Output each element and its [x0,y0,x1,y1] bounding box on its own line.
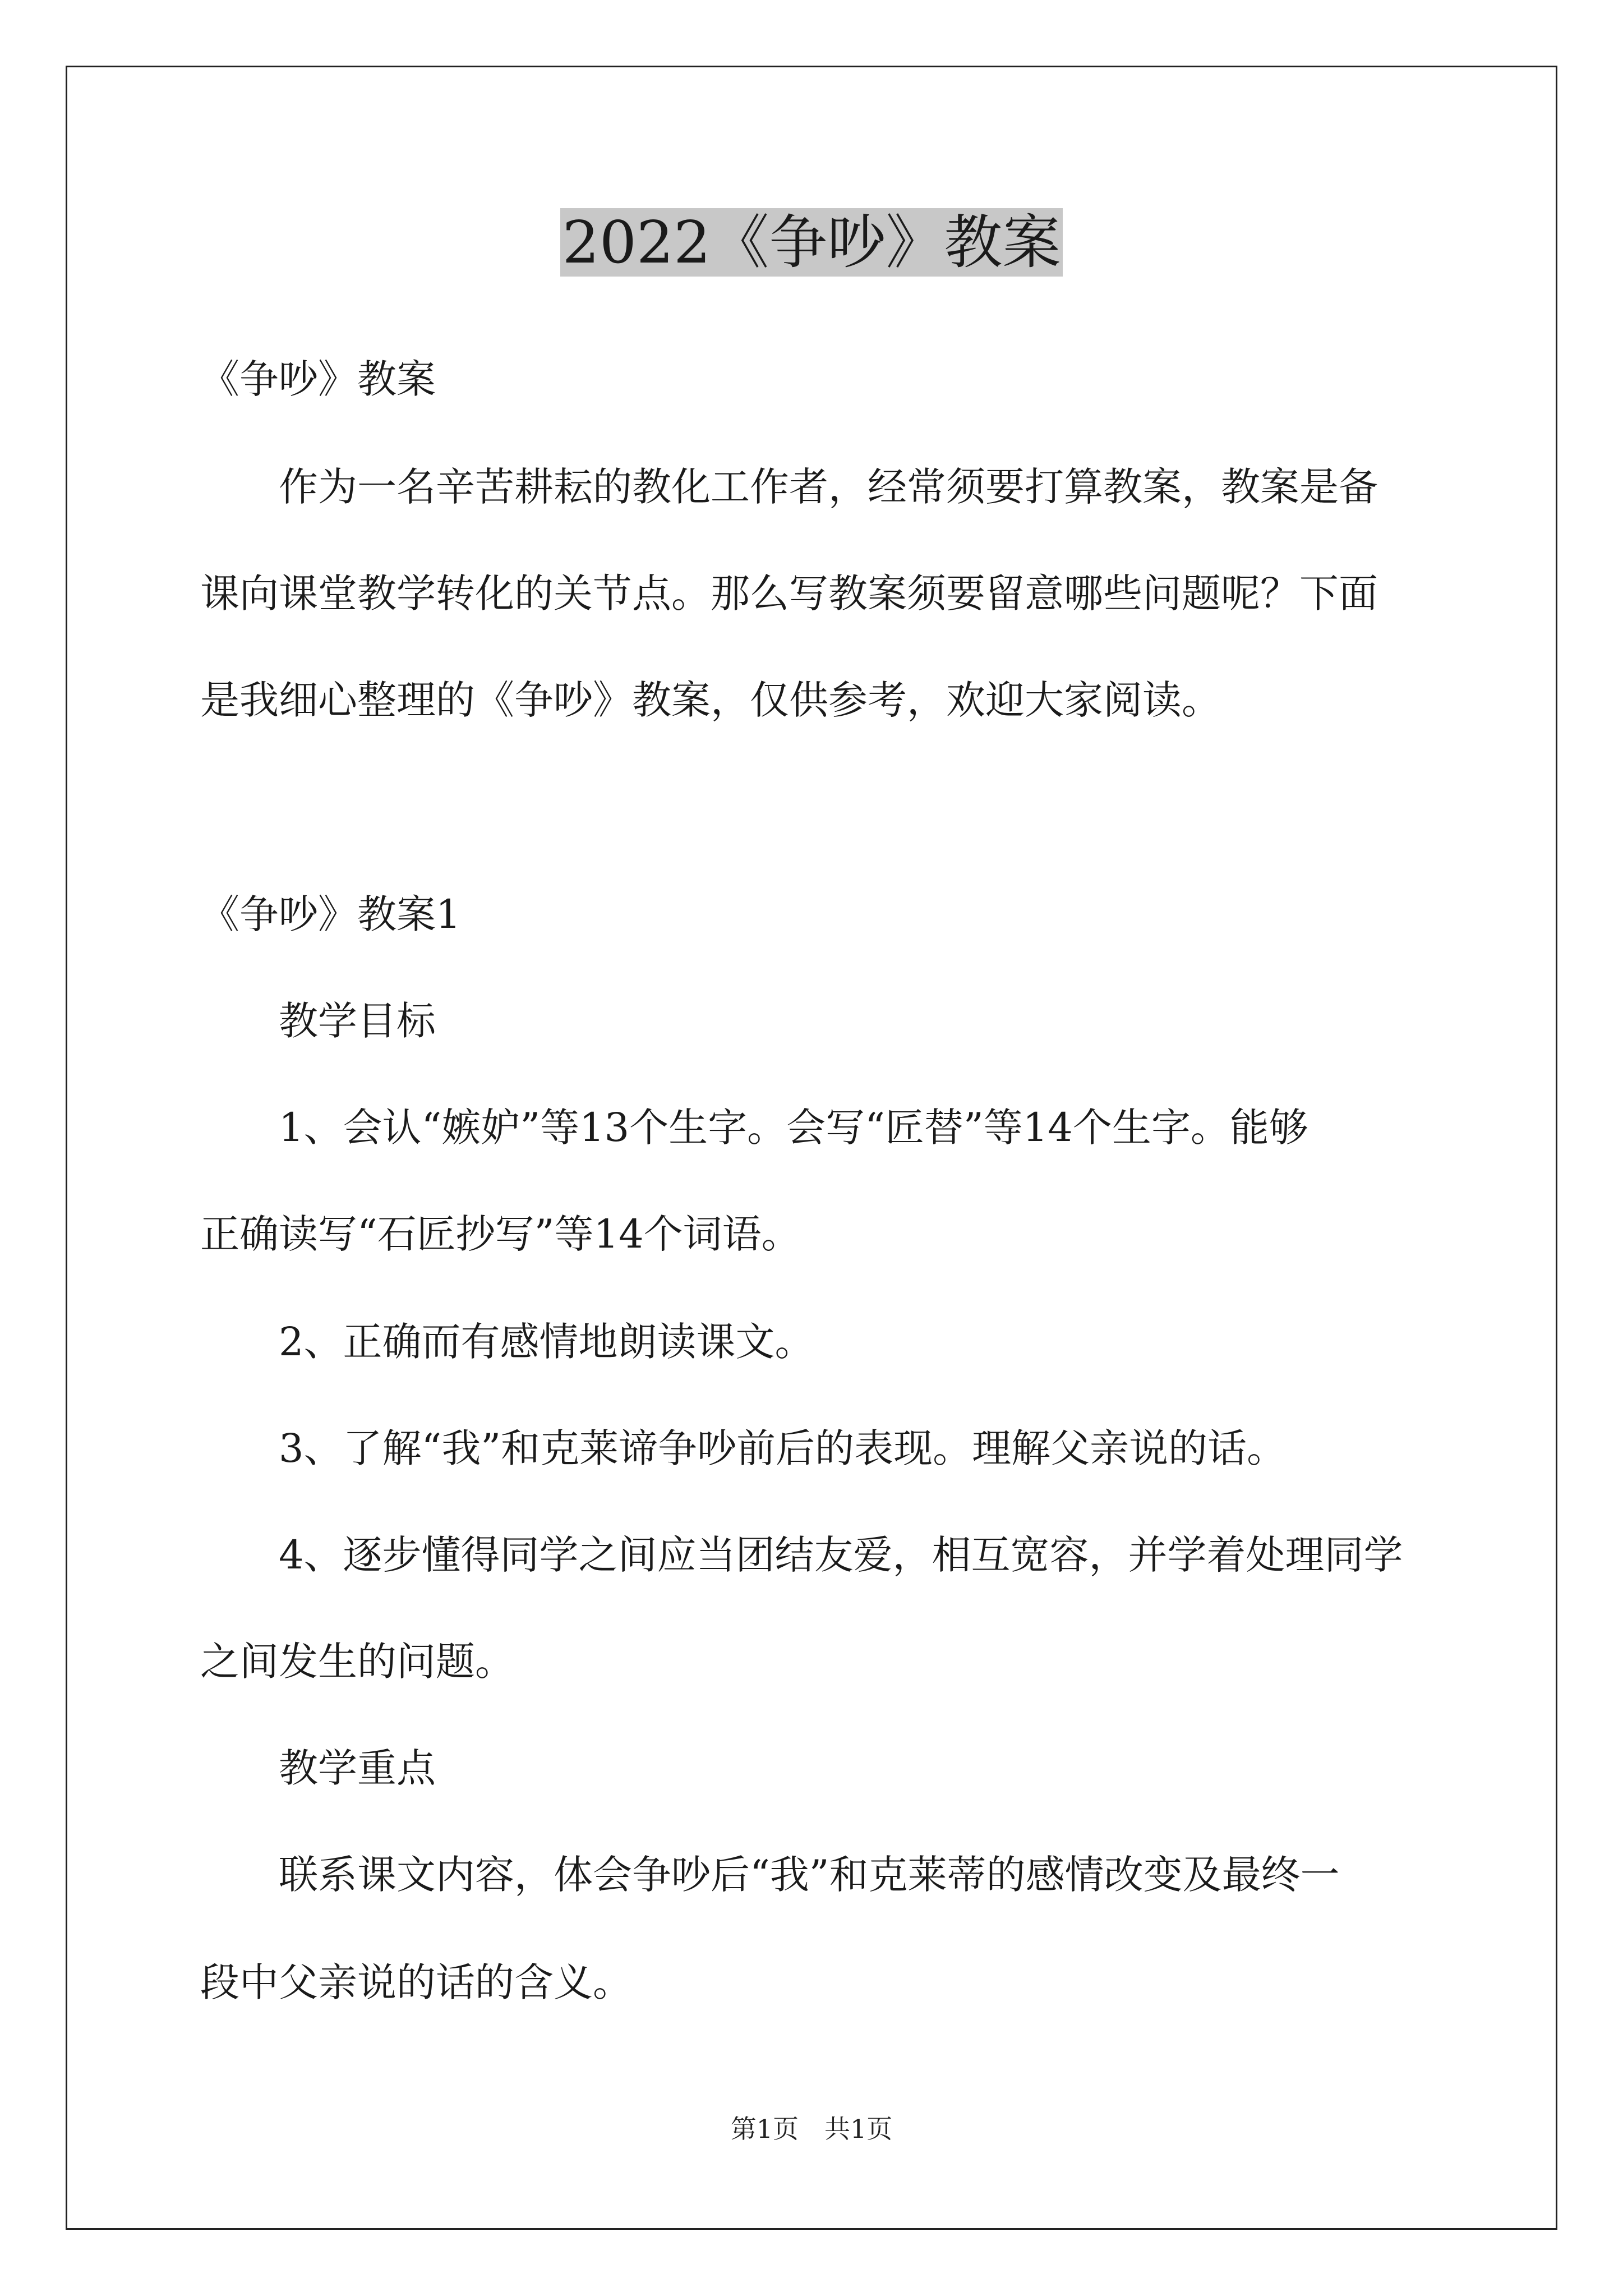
goal-4-line-1: 4、逐步懂得同学之间应当团结友爱，相互宽容，并学着处理同学 [279,1532,1403,1578]
intro-line-1: 作为一名辛苦耕耘的教化工作者，经常须要打算教案，教案是备 [279,464,1378,510]
goal-1-line-2: 正确读写“石匠抄写”等14个词语。 [200,1211,801,1257]
intro-line-3: 是我细心整理的《争吵》教案，仅供参考，欢迎大家阅读。 [200,677,1221,723]
goal-3: 3、了解“我”和克莱谛争吵前后的表现。理解父亲说的话。 [279,1425,1287,1471]
goal-4-line-2: 之间发生的问题。 [200,1639,514,1685]
focus-text-line-2: 段中父亲说的话的含义。 [200,1959,632,2005]
intro-line-2: 课向课堂教学转化的关节点。那么写教案须要留意哪些问题呢？下面 [200,570,1378,616]
goal-2: 2、正确而有感情地朗读课文。 [279,1319,814,1365]
document-title: 2022《争吵》教案 [0,203,1623,282]
focus-heading: 教学重点 [279,1745,436,1791]
focus-text-line-1: 联系课文内容，体会争吵后“我”和克莱蒂的感情改变及最终一 [279,1852,1340,1898]
goal-1-line-1: 1、会认“嫉妒”等13个生字。会写“匠替”等14个生字。能够 [279,1105,1308,1151]
subtitle: 《争吵》教案 [200,356,436,402]
section-heading: 《争吵》教案1 [200,891,461,937]
page-footer: 第1页 共1页 [730,2114,893,2144]
goals-heading: 教学目标 [279,998,436,1044]
